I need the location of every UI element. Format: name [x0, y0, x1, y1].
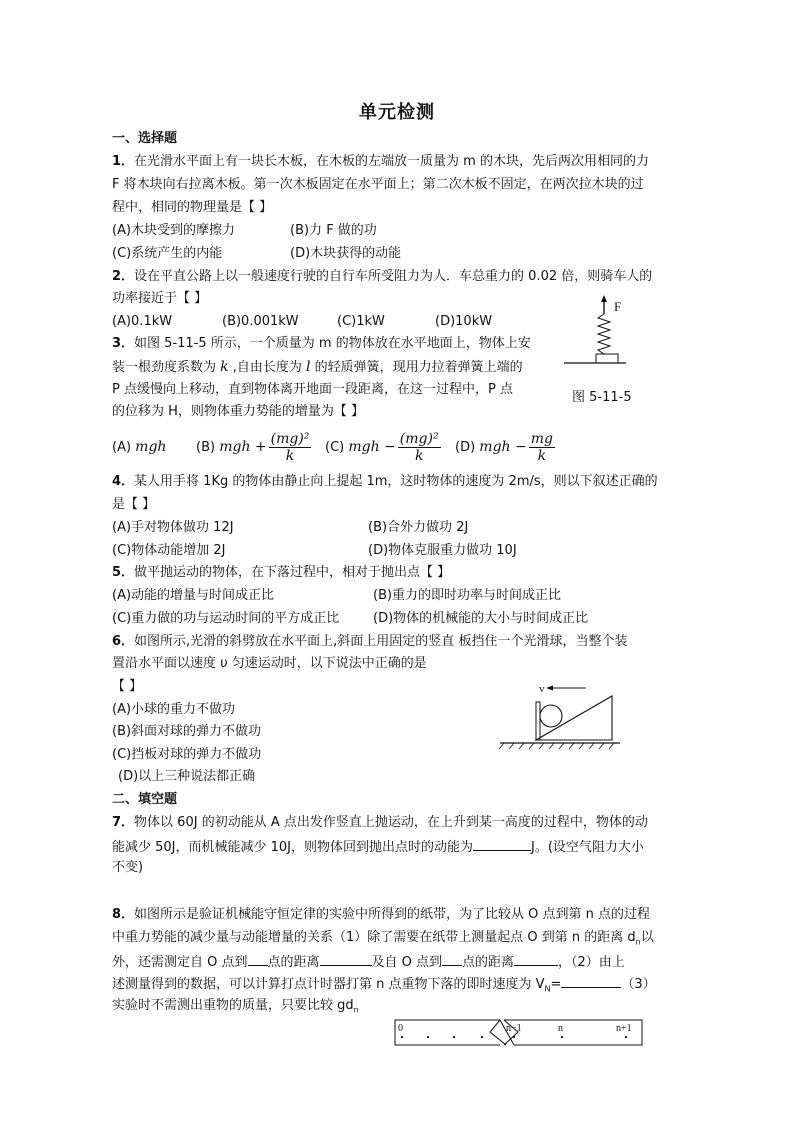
q8-text-2a: 中重力势能的减少量与动能增量的关系（1）除了需要在纸带上测量起点 O 到第 n 的距离 d — [112, 930, 636, 945]
q1-option-d: (D)木块获得的动能 — [290, 246, 402, 261]
q3-option-d-fraction — [529, 431, 555, 464]
q6-text-2: 置沿水平面以速度 υ 匀速运动时，以下说法中正确的是 — [112, 656, 427, 671]
q3-option-c-numerator: (mg)² — [399, 431, 439, 447]
q3-option-b-expr: mgh + — [219, 439, 267, 455]
q1-text-3: 程中，相同的物理量是【 】 — [112, 200, 273, 215]
q8-blank-point-1[interactable] — [248, 952, 268, 966]
q8-text-4c: （3） — [621, 977, 656, 992]
q3-option-a-expr: mgh — [135, 439, 167, 455]
q3-option-c-denominator: k — [414, 448, 424, 464]
q2-option-b: (B)0.001kW — [222, 314, 299, 329]
q6-number: 6． — [112, 634, 135, 649]
q3-number: 3． — [112, 336, 135, 351]
q3-option-b — [196, 425, 313, 470]
q3-option-b-fraction — [269, 431, 312, 464]
q3-option-c-fraction — [398, 431, 441, 464]
q3-option-c-label: (C) — [325, 440, 349, 455]
q3-option-d — [455, 425, 557, 470]
q4-text-1: 某人用手将 1Kg 的物体由静止向上提起 1m，这时物体的速度为 2m/s，则以下叙述正确的 — [134, 474, 658, 489]
q5-option-b: (B)重力的即时功率与时间成正比 — [373, 588, 562, 603]
q7-line1 — [112, 814, 648, 832]
q8-text-3c: 及自 O 点到 — [371, 955, 443, 970]
q8-subscript-n-2: n — [353, 1005, 359, 1015]
q3-line1 — [112, 335, 531, 353]
q4-text-2: 是【 】 — [112, 497, 156, 512]
q8-text-3d: 点的距离 — [462, 955, 515, 970]
q3-option-c-expr: mgh − — [348, 439, 396, 455]
force-label-f: F — [614, 299, 622, 314]
q8-line4 — [112, 974, 656, 999]
q8-text-2b: 以 — [640, 930, 654, 945]
q7-text-3: 不变) — [112, 860, 144, 875]
q7-text-2b: J。(设空气阻力大小 — [531, 840, 644, 855]
q5-line1 — [112, 564, 450, 582]
q7-line2 — [112, 837, 644, 857]
q3-text-2c: 的轻质弹簧，现用力拉着弹簧上端的 — [310, 360, 523, 375]
q8-text-1: 如图所示是验证机械能守恒定律的实验中所得到的纸带，为了比较从 O 点到第 n 点的过程 — [134, 907, 651, 922]
q7-number: 7． — [112, 815, 135, 830]
q3-option-b-numerator: (mg)² — [270, 431, 310, 447]
q3-option-a — [112, 438, 166, 457]
q8-line2 — [112, 929, 654, 952]
q2-option-c: (C)1kW — [337, 314, 385, 329]
q8-number: 8． — [112, 907, 135, 922]
q3-text-4: 的位移为 H，则物体重力势能的增量为【 】 — [112, 404, 365, 419]
q1-number: 1． — [112, 154, 135, 169]
q3-option-d-denominator: k — [537, 448, 547, 464]
q6-option-a: (A)小球的重力不做功 — [112, 702, 236, 717]
q3-option-c — [325, 425, 443, 470]
q8-text-5a: 实验时不需测出重物的质量，只要比较 gd — [112, 998, 354, 1013]
q6-option-d: (D)以上三种说法都正确 — [118, 769, 256, 784]
q8-subscript-N: N — [544, 984, 551, 994]
q8-text-3a: 外，还需测定自 O 点到 — [112, 955, 248, 970]
q8-text-3e: ，（2）由上 — [558, 955, 625, 970]
q7-text-1: 物体以 60J 的初动能从 A 点出发作竖直上抛运动，在上升到某一高度的过程中，物体的动 — [134, 815, 648, 830]
q3-option-d-label: (D) — [455, 440, 480, 455]
q4-line1 — [112, 473, 658, 491]
q1-option-b: (B)力 F 做的功 — [290, 223, 377, 238]
q2-text-1: 设在平直公路上以一般速度行驶的自行车所受阻力为人．车总重力的 0.02 倍，则骑车人的 — [134, 269, 653, 284]
tape-label-n-minus-1: n−1 — [506, 1023, 522, 1034]
page-title: 单元检测 — [359, 102, 435, 123]
q5-number: 5． — [112, 565, 135, 580]
q4-option-c: (C)物体动能增加 2J — [112, 543, 226, 558]
q6-text-1: 如图所示,光滑的斜劈放在水平面上,斜面上用固定的竖直 板挡住一个光滑球，当整个装 — [134, 634, 628, 649]
q3-option-b-denominator: k — [285, 448, 295, 464]
figure-caption-5-11-5: 图 5-11-5 — [572, 390, 632, 405]
q3-option-d-expr: mgh − — [479, 439, 527, 455]
section-heading-choice: 一、选择题 — [112, 131, 178, 146]
q1-line1 — [112, 153, 649, 171]
q1-text-2: F 将木块向右拉离木板。第一次木板固定在水平面上；第二次木板不固定，在两次拉木块的过 — [112, 177, 644, 192]
q5-option-a: (A)动能的增量与时间成正比 — [112, 588, 275, 603]
velocity-label-v: v — [539, 683, 545, 695]
q3-k-symbol: k — [220, 359, 229, 375]
q6-line1 — [112, 633, 627, 651]
q3-option-b-label: (B) — [196, 440, 220, 455]
q2-text-2: 功率接近于【 】 — [112, 291, 208, 306]
q3-text-2a: 装一根劲度系数为 — [112, 360, 221, 375]
q3-text-2b: ,自由长度为 — [228, 360, 307, 375]
q8-text-4b: = — [550, 977, 562, 992]
q7-answer-blank[interactable] — [473, 837, 531, 851]
q5-option-d: (D)物体的机械能的大小与时间成正比 — [373, 611, 589, 626]
q8-line3 — [112, 952, 625, 972]
q1-option-c: (C)系统产生的内能 — [112, 246, 223, 261]
section-heading-fill: 二、填空题 — [112, 792, 178, 807]
q5-option-c: (C)重力做的功与运动时间的平方成正比 — [112, 611, 340, 626]
q8-line1 — [112, 906, 650, 924]
q3-text-1: 如图 5-11-5 所示，一个质量为 m 的物体放在水平地面上，物体上安 — [134, 336, 531, 351]
q6-text-3: 【 】 — [112, 679, 143, 694]
q8-blank-distance-1[interactable] — [320, 952, 372, 966]
q2-option-d: (D)10kW — [435, 314, 493, 329]
q8-blank-distance-2[interactable] — [514, 952, 558, 966]
q3-line2 — [112, 358, 523, 377]
q4-option-d: (D)物体克服重力做功 10J — [368, 543, 517, 558]
q3-text-3: P 点缓慢向上移动，直到物体离开地面一段距离，在这一过程中，P 点 — [112, 382, 513, 397]
q6-option-c: (C)挡板对球的弹力不做功 — [112, 747, 262, 762]
q2-option-a: (A)0.1kW — [112, 314, 173, 329]
tape-label-n-plus-1: n+1 — [616, 1023, 632, 1034]
q8-line5 — [112, 997, 359, 1020]
tape-label-n: n — [558, 1023, 563, 1034]
q1-text-1: 在光滑水平面上有一块长木板，在木板的左端放一质量为 m 的木块，先后两次用相同的力 — [134, 154, 649, 169]
q2-line1 — [112, 268, 652, 286]
q3-option-a-label: (A) — [112, 440, 136, 455]
q6-option-b: (B)斜面对球的弹力不做功 — [112, 724, 262, 739]
q8-text-3b: 点的距离 — [267, 955, 320, 970]
q3-option-d-numerator: mg — [530, 431, 553, 447]
q8-text-4a: 述测量得到的数据，可以计算打点计时器打第 n 点重物下落的即时速度为 V — [112, 977, 545, 992]
q1-option-a: (A)木块受到的摩擦力 — [112, 223, 236, 238]
q3-l-symbol: l — [306, 359, 311, 375]
q7-text-2a: 能减少 50J，而机械能减少 10J，则物体回到抛出点时的动能为 — [112, 840, 474, 855]
q2-number: 2． — [112, 269, 135, 284]
q8-subscript-n: n — [635, 937, 641, 947]
q4-option-a: (A)手对物体做功 12J — [112, 520, 234, 535]
q4-option-b: (B)合外力做功 2J — [368, 520, 469, 535]
q4-number: 4． — [112, 474, 135, 489]
q5-text-1: 做平抛运动的物体，在下落过程中，相对于抛出点【 】 — [134, 565, 451, 580]
tape-label-0: 0 — [398, 1023, 403, 1034]
q8-blank-velocity[interactable] — [561, 974, 621, 988]
q8-blank-point-2[interactable] — [442, 952, 462, 966]
wedge-ball-figure — [496, 676, 624, 752]
